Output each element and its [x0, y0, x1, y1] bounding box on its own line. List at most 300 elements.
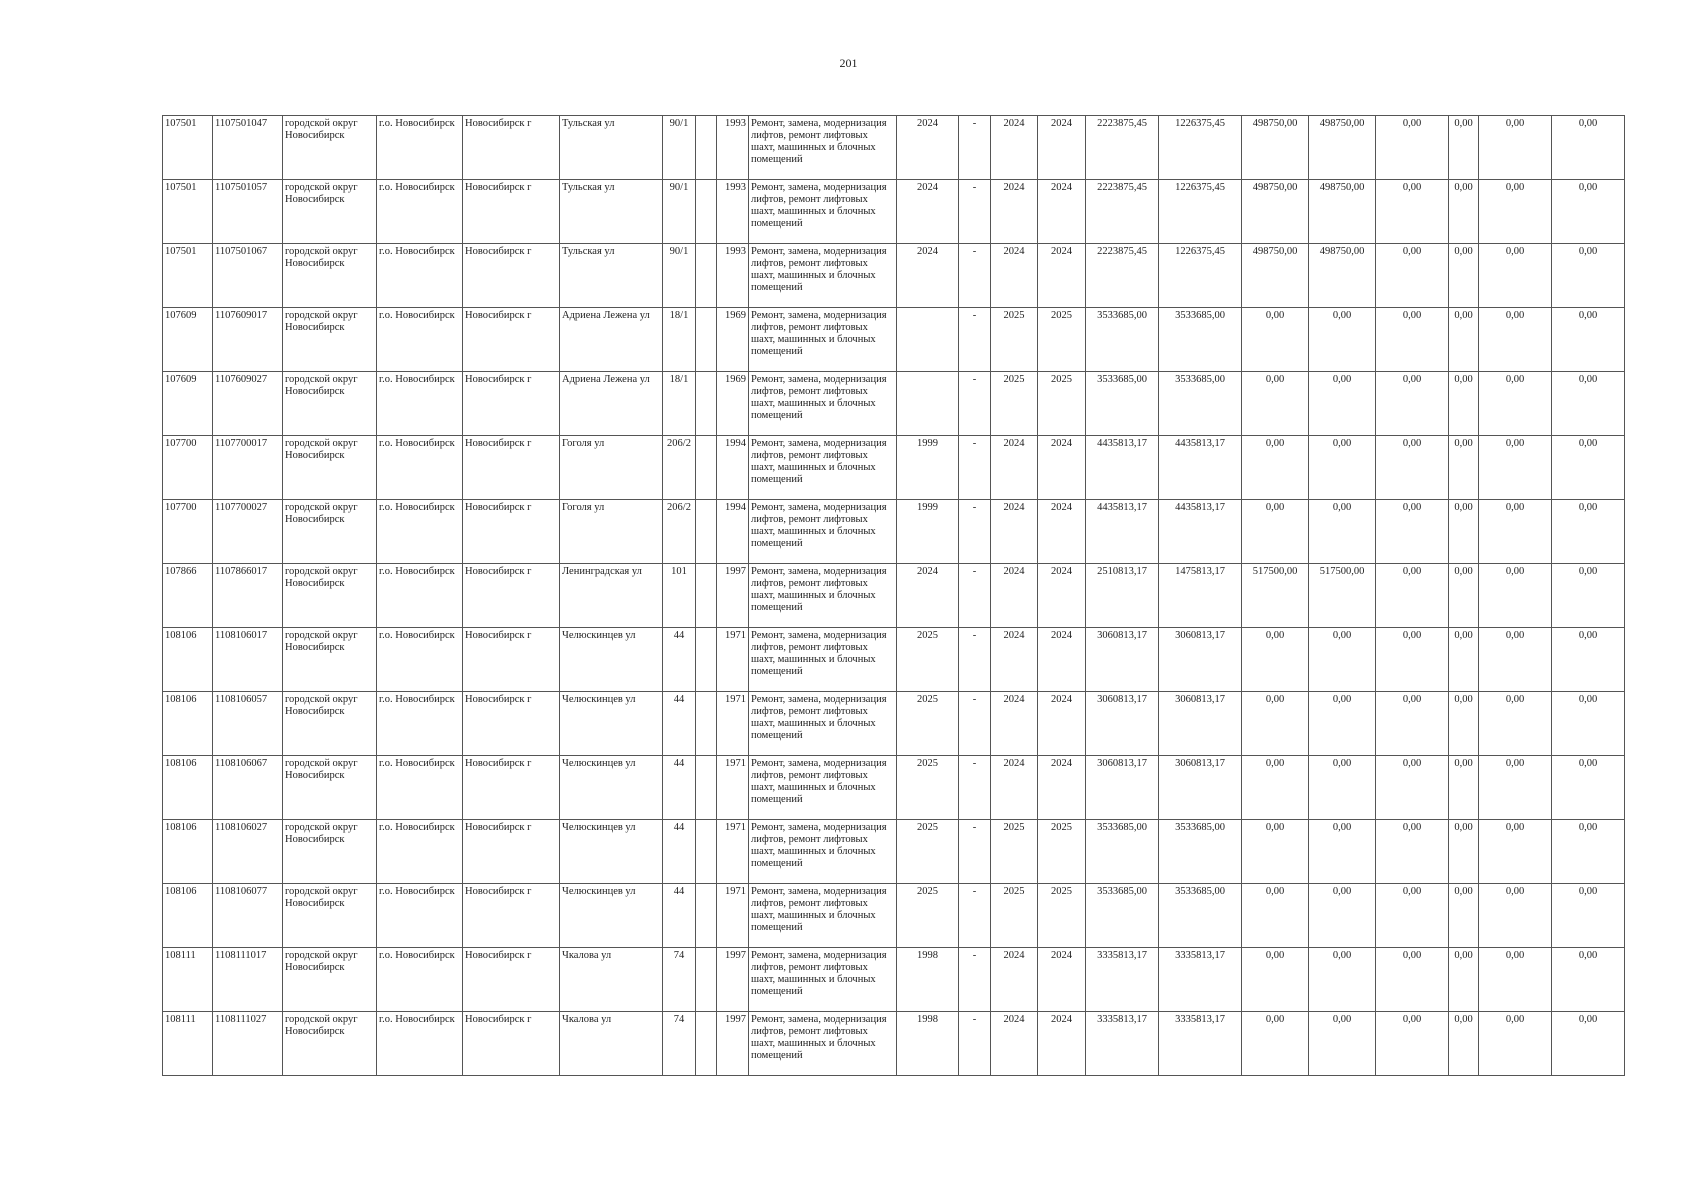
row-value-7: 0,00 [1552, 564, 1625, 628]
row-plan-from: 2024 [991, 116, 1038, 180]
row-plan-to: 2024 [1038, 756, 1086, 820]
row-total-cost: 2223875,45 [1086, 180, 1159, 244]
row-municipality: г.о. Новосибирск [377, 308, 463, 372]
row-plan-from: 2024 [991, 1012, 1038, 1076]
row-value-1: 1475813,17 [1159, 564, 1242, 628]
row-house: 44 [663, 820, 696, 884]
row-value-5: 0,00 [1449, 500, 1479, 564]
row-city: Новосибирск г [463, 564, 560, 628]
row-street: Челюскинцев ул [560, 820, 663, 884]
table-row [163, 244, 1625, 308]
row-municipality: г.о. Новосибирск [377, 244, 463, 308]
row-year-built: 1997 [717, 948, 749, 1012]
row-value-4: 0,00 [1376, 308, 1449, 372]
row-district: городской округ Новосибирск [283, 564, 377, 628]
row-plan-from: 2025 [991, 372, 1038, 436]
row-year-built: 1994 [717, 436, 749, 500]
row-municipality: г.о. Новосибирск [377, 564, 463, 628]
row-work-description: Ремонт, замена, модернизация лифтов, ремонт лифтовых шахт, машинных и блочных помещений [749, 500, 897, 564]
row-value-3: 498750,00 [1309, 244, 1376, 308]
row-id: 1107866017 [213, 564, 283, 628]
row-value-7: 0,00 [1552, 692, 1625, 756]
row-work-description: Ремонт, замена, модернизация лифтов, ремонт лифтовых шахт, машинных и блочных помещений [749, 820, 897, 884]
row-previous-year: 1999 [897, 436, 959, 500]
row-plan-to: 2024 [1038, 436, 1086, 500]
row-code: 108111 [163, 1012, 213, 1076]
row-city: Новосибирск г [463, 756, 560, 820]
row-id: 1107609017 [213, 308, 283, 372]
row-street: Тульская ул [560, 180, 663, 244]
row-value-4: 0,00 [1376, 1012, 1449, 1076]
row-house: 74 [663, 948, 696, 1012]
row-work-description: Ремонт, замена, модернизация лифтов, ремонт лифтовых шахт, машинных и блочных помещений [749, 180, 897, 244]
row-dash: - [959, 436, 991, 500]
row-district: городской округ Новосибирск [283, 1012, 377, 1076]
row-house: 101 [663, 564, 696, 628]
row-value-2: 498750,00 [1242, 180, 1309, 244]
row-value-5: 0,00 [1449, 436, 1479, 500]
row-district: городской округ Новосибирск [283, 884, 377, 948]
row-code: 107866 [163, 564, 213, 628]
row-street: Челюскинцев ул [560, 756, 663, 820]
row-work-description: Ремонт, замена, модернизация лифтов, ремонт лифтовых шахт, машинных и блочных помещений [749, 884, 897, 948]
row-street: Челюскинцев ул [560, 884, 663, 948]
row-value-4: 0,00 [1376, 628, 1449, 692]
row-municipality: г.о. Новосибирск [377, 628, 463, 692]
row-value-1: 4435813,17 [1159, 500, 1242, 564]
row-code: 107609 [163, 308, 213, 372]
row-city: Новосибирск г [463, 820, 560, 884]
row-district: городской округ Новосибирск [283, 436, 377, 500]
row-value-3: 0,00 [1309, 820, 1376, 884]
row-plan-to: 2024 [1038, 948, 1086, 1012]
row-city: Новосибирск г [463, 372, 560, 436]
row-dash: - [959, 372, 991, 436]
row-dash: - [959, 628, 991, 692]
row-plan-from: 2024 [991, 180, 1038, 244]
row-value-5: 0,00 [1449, 372, 1479, 436]
row-extra [696, 180, 717, 244]
row-extra [696, 628, 717, 692]
row-value-3: 498750,00 [1309, 180, 1376, 244]
row-value-4: 0,00 [1376, 948, 1449, 1012]
row-code: 108111 [163, 948, 213, 1012]
row-work-description: Ремонт, замена, модернизация лифтов, ремонт лифтовых шахт, машинных и блочных помещений [749, 308, 897, 372]
row-previous-year: 1998 [897, 1012, 959, 1076]
row-plan-from: 2024 [991, 244, 1038, 308]
row-code: 107700 [163, 500, 213, 564]
row-work-description: Ремонт, замена, модернизация лифтов, ремонт лифтовых шахт, машинных и блочных помещений [749, 1012, 897, 1076]
row-id: 1107501057 [213, 180, 283, 244]
row-city: Новосибирск г [463, 180, 560, 244]
row-house: 90/1 [663, 244, 696, 308]
row-city: Новосибирск г [463, 884, 560, 948]
row-house: 44 [663, 756, 696, 820]
row-code: 108106 [163, 756, 213, 820]
row-total-cost: 4435813,17 [1086, 436, 1159, 500]
row-municipality: г.о. Новосибирск [377, 692, 463, 756]
row-previous-year [897, 372, 959, 436]
row-house: 206/2 [663, 500, 696, 564]
row-previous-year: 2024 [897, 116, 959, 180]
row-total-cost: 4435813,17 [1086, 500, 1159, 564]
row-id: 1108106017 [213, 628, 283, 692]
row-value-7: 0,00 [1552, 820, 1625, 884]
row-value-4: 0,00 [1376, 756, 1449, 820]
row-municipality: г.о. Новосибирск [377, 436, 463, 500]
row-value-3: 0,00 [1309, 436, 1376, 500]
row-street: Ленинградская ул [560, 564, 663, 628]
row-total-cost: 3060813,17 [1086, 628, 1159, 692]
row-extra [696, 116, 717, 180]
row-value-2: 0,00 [1242, 372, 1309, 436]
row-plan-to: 2024 [1038, 564, 1086, 628]
row-dash: - [959, 948, 991, 1012]
row-value-1: 1226375,45 [1159, 244, 1242, 308]
row-value-7: 0,00 [1552, 628, 1625, 692]
row-code: 107501 [163, 180, 213, 244]
row-street: Адриена Лежена ул [560, 308, 663, 372]
row-value-5: 0,00 [1449, 692, 1479, 756]
row-value-2: 0,00 [1242, 948, 1309, 1012]
row-work-description: Ремонт, замена, модернизация лифтов, ремонт лифтовых шахт, машинных и блочных помещений [749, 628, 897, 692]
row-plan-from: 2025 [991, 308, 1038, 372]
row-value-3: 0,00 [1309, 884, 1376, 948]
row-value-1: 3060813,17 [1159, 756, 1242, 820]
row-value-6: 0,00 [1479, 564, 1552, 628]
row-total-cost: 3533685,00 [1086, 308, 1159, 372]
row-street: Чкалова ул [560, 1012, 663, 1076]
row-value-3: 0,00 [1309, 948, 1376, 1012]
table-row [163, 308, 1625, 372]
row-city: Новосибирск г [463, 308, 560, 372]
row-total-cost: 3060813,17 [1086, 692, 1159, 756]
row-plan-from: 2025 [991, 820, 1038, 884]
row-previous-year: 1998 [897, 948, 959, 1012]
row-value-5: 0,00 [1449, 948, 1479, 1012]
row-house: 44 [663, 884, 696, 948]
row-street: Челюскинцев ул [560, 692, 663, 756]
row-extra [696, 564, 717, 628]
row-total-cost: 3533685,00 [1086, 820, 1159, 884]
row-value-3: 0,00 [1309, 756, 1376, 820]
row-value-2: 498750,00 [1242, 244, 1309, 308]
row-value-1: 4435813,17 [1159, 436, 1242, 500]
row-district: городской округ Новосибирск [283, 372, 377, 436]
row-value-7: 0,00 [1552, 308, 1625, 372]
row-city: Новосибирск г [463, 628, 560, 692]
row-value-4: 0,00 [1376, 820, 1449, 884]
row-total-cost: 2223875,45 [1086, 116, 1159, 180]
table-row [163, 628, 1625, 692]
row-value-1: 3533685,00 [1159, 372, 1242, 436]
row-value-4: 0,00 [1376, 500, 1449, 564]
row-previous-year: 2025 [897, 820, 959, 884]
row-year-built: 1971 [717, 628, 749, 692]
row-work-description: Ремонт, замена, модернизация лифтов, ремонт лифтовых шахт, машинных и блочных помещений [749, 948, 897, 1012]
row-value-3: 498750,00 [1309, 116, 1376, 180]
row-plan-from: 2024 [991, 500, 1038, 564]
row-total-cost: 3335813,17 [1086, 1012, 1159, 1076]
row-district: городской округ Новосибирск [283, 116, 377, 180]
table-row [163, 948, 1625, 1012]
row-value-1: 1226375,45 [1159, 180, 1242, 244]
row-house: 18/1 [663, 372, 696, 436]
row-value-5: 0,00 [1449, 1012, 1479, 1076]
row-plan-to: 2025 [1038, 884, 1086, 948]
row-value-3: 0,00 [1309, 628, 1376, 692]
row-value-6: 0,00 [1479, 372, 1552, 436]
row-id: 1107700017 [213, 436, 283, 500]
row-house: 44 [663, 692, 696, 756]
row-value-3: 0,00 [1309, 692, 1376, 756]
row-city: Новосибирск г [463, 692, 560, 756]
row-dash: - [959, 180, 991, 244]
row-district: городской округ Новосибирск [283, 756, 377, 820]
row-year-built: 1993 [717, 116, 749, 180]
row-value-5: 0,00 [1449, 564, 1479, 628]
row-value-7: 0,00 [1552, 436, 1625, 500]
row-extra [696, 1012, 717, 1076]
row-value-5: 0,00 [1449, 308, 1479, 372]
row-work-description: Ремонт, замена, модернизация лифтов, ремонт лифтовых шахт, машинных и блочных помещений [749, 564, 897, 628]
row-house: 74 [663, 1012, 696, 1076]
table-row [163, 564, 1625, 628]
row-value-6: 0,00 [1479, 692, 1552, 756]
row-dash: - [959, 244, 991, 308]
row-value-4: 0,00 [1376, 692, 1449, 756]
table-row [163, 180, 1625, 244]
row-value-5: 0,00 [1449, 820, 1479, 884]
row-dash: - [959, 820, 991, 884]
row-year-built: 1993 [717, 244, 749, 308]
row-id: 1108106057 [213, 692, 283, 756]
row-house: 90/1 [663, 116, 696, 180]
row-value-7: 0,00 [1552, 948, 1625, 1012]
row-value-1: 1226375,45 [1159, 116, 1242, 180]
row-value-4: 0,00 [1376, 372, 1449, 436]
row-code: 107609 [163, 372, 213, 436]
registry-table [162, 115, 1625, 1076]
row-code: 108106 [163, 820, 213, 884]
row-value-6: 0,00 [1479, 436, 1552, 500]
row-extra [696, 244, 717, 308]
row-previous-year: 2025 [897, 756, 959, 820]
row-value-5: 0,00 [1449, 244, 1479, 308]
row-value-4: 0,00 [1376, 180, 1449, 244]
row-value-2: 0,00 [1242, 500, 1309, 564]
row-dash: - [959, 1012, 991, 1076]
row-work-description: Ремонт, замена, модернизация лифтов, ремонт лифтовых шахт, машинных и блочных помещений [749, 244, 897, 308]
row-value-5: 0,00 [1449, 884, 1479, 948]
row-id: 1108106077 [213, 884, 283, 948]
row-value-7: 0,00 [1552, 756, 1625, 820]
row-value-5: 0,00 [1449, 756, 1479, 820]
row-value-7: 0,00 [1552, 180, 1625, 244]
row-code: 107501 [163, 244, 213, 308]
row-municipality: г.о. Новосибирск [377, 948, 463, 1012]
row-year-built: 1971 [717, 820, 749, 884]
row-city: Новосибирск г [463, 244, 560, 308]
row-value-1: 3060813,17 [1159, 628, 1242, 692]
row-id: 1107501047 [213, 116, 283, 180]
row-extra [696, 820, 717, 884]
row-work-description: Ремонт, замена, модернизация лифтов, ремонт лифтовых шахт, машинных и блочных помещений [749, 116, 897, 180]
row-value-1: 3533685,00 [1159, 820, 1242, 884]
row-street: Гоголя ул [560, 500, 663, 564]
row-house: 206/2 [663, 436, 696, 500]
row-dash: - [959, 308, 991, 372]
row-id: 1108111027 [213, 1012, 283, 1076]
row-value-6: 0,00 [1479, 628, 1552, 692]
table-row [163, 116, 1625, 180]
row-value-2: 517500,00 [1242, 564, 1309, 628]
row-year-built: 1997 [717, 564, 749, 628]
row-value-2: 0,00 [1242, 1012, 1309, 1076]
row-dash: - [959, 692, 991, 756]
row-plan-from: 2025 [991, 884, 1038, 948]
row-municipality: г.о. Новосибирск [377, 500, 463, 564]
table-row [163, 500, 1625, 564]
row-code: 108106 [163, 628, 213, 692]
row-previous-year: 2025 [897, 692, 959, 756]
row-street: Гоголя ул [560, 436, 663, 500]
row-value-2: 0,00 [1242, 692, 1309, 756]
row-plan-to: 2024 [1038, 1012, 1086, 1076]
row-value-2: 0,00 [1242, 308, 1309, 372]
row-extra [696, 372, 717, 436]
row-value-6: 0,00 [1479, 308, 1552, 372]
table-row [163, 820, 1625, 884]
row-municipality: г.о. Новосибирск [377, 884, 463, 948]
row-district: городской округ Новосибирск [283, 500, 377, 564]
row-district: городской округ Новосибирск [283, 628, 377, 692]
row-previous-year: 2024 [897, 180, 959, 244]
row-municipality: г.о. Новосибирск [377, 116, 463, 180]
row-value-4: 0,00 [1376, 244, 1449, 308]
row-city: Новосибирск г [463, 436, 560, 500]
row-street: Тульская ул [560, 116, 663, 180]
row-district: городской округ Новосибирск [283, 820, 377, 884]
row-plan-from: 2024 [991, 564, 1038, 628]
row-code: 107501 [163, 116, 213, 180]
row-value-1: 3060813,17 [1159, 692, 1242, 756]
row-city: Новосибирск г [463, 500, 560, 564]
row-work-description: Ремонт, замена, модернизация лифтов, ремонт лифтовых шахт, машинных и блочных помещений [749, 436, 897, 500]
row-house: 90/1 [663, 180, 696, 244]
row-value-4: 0,00 [1376, 116, 1449, 180]
row-house: 44 [663, 628, 696, 692]
row-extra [696, 756, 717, 820]
row-city: Новосибирск г [463, 116, 560, 180]
row-value-3: 517500,00 [1309, 564, 1376, 628]
row-year-built: 1971 [717, 692, 749, 756]
row-value-2: 498750,00 [1242, 116, 1309, 180]
row-extra [696, 884, 717, 948]
row-municipality: г.о. Новосибирск [377, 372, 463, 436]
row-plan-from: 2024 [991, 628, 1038, 692]
row-plan-to: 2024 [1038, 244, 1086, 308]
row-value-7: 0,00 [1552, 1012, 1625, 1076]
row-city: Новосибирск г [463, 1012, 560, 1076]
row-value-7: 0,00 [1552, 884, 1625, 948]
row-municipality: г.о. Новосибирск [377, 820, 463, 884]
row-value-3: 0,00 [1309, 308, 1376, 372]
row-value-7: 0,00 [1552, 500, 1625, 564]
row-plan-from: 2024 [991, 436, 1038, 500]
row-year-built: 1993 [717, 180, 749, 244]
row-dash: - [959, 564, 991, 628]
row-value-3: 0,00 [1309, 500, 1376, 564]
row-value-4: 0,00 [1376, 564, 1449, 628]
row-plan-to: 2024 [1038, 116, 1086, 180]
row-value-6: 0,00 [1479, 244, 1552, 308]
row-year-built: 1969 [717, 372, 749, 436]
row-dash: - [959, 884, 991, 948]
row-municipality: г.о. Новосибирск [377, 756, 463, 820]
row-id: 1107501067 [213, 244, 283, 308]
row-street: Тульская ул [560, 244, 663, 308]
row-year-built: 1971 [717, 884, 749, 948]
row-value-2: 0,00 [1242, 756, 1309, 820]
row-id: 1108111017 [213, 948, 283, 1012]
table-row [163, 436, 1625, 500]
row-total-cost: 3335813,17 [1086, 948, 1159, 1012]
row-total-cost: 3533685,00 [1086, 884, 1159, 948]
row-plan-to: 2024 [1038, 692, 1086, 756]
row-plan-to: 2025 [1038, 308, 1086, 372]
row-value-6: 0,00 [1479, 500, 1552, 564]
row-value-3: 0,00 [1309, 372, 1376, 436]
row-value-7: 0,00 [1552, 372, 1625, 436]
table-row [163, 1012, 1625, 1076]
row-value-6: 0,00 [1479, 116, 1552, 180]
row-value-2: 0,00 [1242, 884, 1309, 948]
row-plan-to: 2025 [1038, 820, 1086, 884]
row-value-2: 0,00 [1242, 436, 1309, 500]
row-plan-to: 2024 [1038, 500, 1086, 564]
row-value-1: 3533685,00 [1159, 884, 1242, 948]
page-number: 201 [839, 56, 858, 70]
row-value-6: 0,00 [1479, 180, 1552, 244]
table-body [163, 116, 1625, 1076]
row-district: городской округ Новосибирск [283, 244, 377, 308]
row-value-3: 0,00 [1309, 1012, 1376, 1076]
row-previous-year [897, 308, 959, 372]
row-value-6: 0,00 [1479, 756, 1552, 820]
row-district: городской округ Новосибирск [283, 180, 377, 244]
row-previous-year: 2025 [897, 884, 959, 948]
row-value-1: 3335813,17 [1159, 948, 1242, 1012]
row-value-2: 0,00 [1242, 820, 1309, 884]
row-house: 18/1 [663, 308, 696, 372]
row-code: 108106 [163, 884, 213, 948]
row-id: 1107700027 [213, 500, 283, 564]
row-municipality: г.о. Новосибирск [377, 1012, 463, 1076]
row-plan-from: 2024 [991, 948, 1038, 1012]
row-value-5: 0,00 [1449, 628, 1479, 692]
table-row [163, 692, 1625, 756]
row-value-4: 0,00 [1376, 884, 1449, 948]
row-plan-from: 2024 [991, 692, 1038, 756]
row-street: Челюскинцев ул [560, 628, 663, 692]
row-extra [696, 500, 717, 564]
row-value-6: 0,00 [1479, 884, 1552, 948]
row-work-description: Ремонт, замена, модернизация лифтов, ремонт лифтовых шахт, машинных и блочных помещений [749, 756, 897, 820]
row-year-built: 1969 [717, 308, 749, 372]
row-extra [696, 308, 717, 372]
row-work-description: Ремонт, замена, модернизация лифтов, ремонт лифтовых шахт, машинных и блочных помещений [749, 372, 897, 436]
